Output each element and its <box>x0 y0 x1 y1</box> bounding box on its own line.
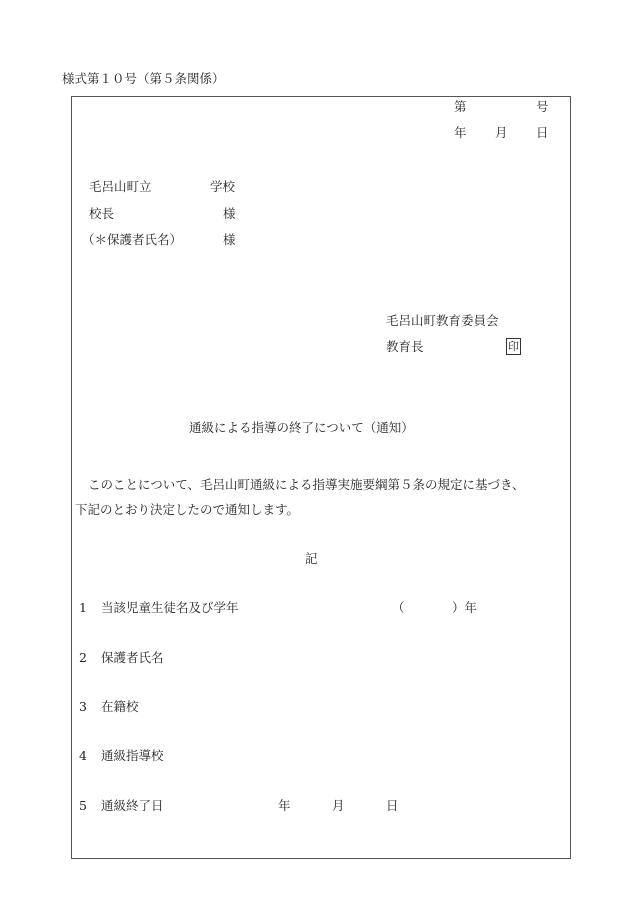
ki-label: 記 <box>305 551 318 566</box>
form-label: 様式第１０号（第５条関係） <box>62 71 225 86</box>
sender-organization: 毛呂山町教育委員会 <box>386 313 499 328</box>
item-2-number: 2 <box>79 650 87 665</box>
body-line-1 <box>75 479 570 492</box>
recipient-honorific-2: 様 <box>223 232 236 247</box>
item-5-number: 5 <box>79 798 87 813</box>
recipient-honorific-1: 様 <box>223 206 236 221</box>
item-1-label: 当該児童生徒名及び学年 <box>101 600 239 615</box>
item-1-paren-open: （ <box>392 600 405 615</box>
item-5-label: 通級終了日 <box>101 798 164 813</box>
recipient-title: 校長 <box>89 206 115 221</box>
item-5-day: 日 <box>386 798 399 813</box>
item-3-number: 3 <box>79 699 87 714</box>
date-day: 日 <box>536 125 549 140</box>
recipient-school: 学校 <box>210 179 236 194</box>
sender-title: 教育長 <box>386 339 424 354</box>
document-title: 通級による指導の終了について（通知） <box>189 420 414 435</box>
item-4-number: 4 <box>79 748 87 763</box>
item-3-label: 在籍校 <box>101 699 139 714</box>
body-line-2: 下記のとおり決定したので通知します。 <box>75 502 300 517</box>
item-2-label: 保護者氏名 <box>101 650 164 665</box>
item-4-label: 通級指導校 <box>101 748 164 763</box>
number-prefix: 第 <box>454 99 467 114</box>
item-5-month: 月 <box>332 798 345 813</box>
recipient-town: 毛呂山町立 <box>89 179 152 194</box>
item-5-year: 年 <box>278 798 291 813</box>
body-line-1-text: このことについて、毛呂山町通級による指導実施要綱第５条の規定に基づき、 <box>88 477 525 492</box>
item-1-number: 1 <box>79 600 87 615</box>
recipient-guardian: （＊保護者氏名） <box>82 232 183 247</box>
date-month: 月 <box>495 125 508 140</box>
date-year: 年 <box>454 125 467 140</box>
seal-mark: 印 <box>508 340 519 353</box>
number-suffix: 号 <box>536 99 549 114</box>
item-1-paren-close: ）年 <box>452 600 478 615</box>
